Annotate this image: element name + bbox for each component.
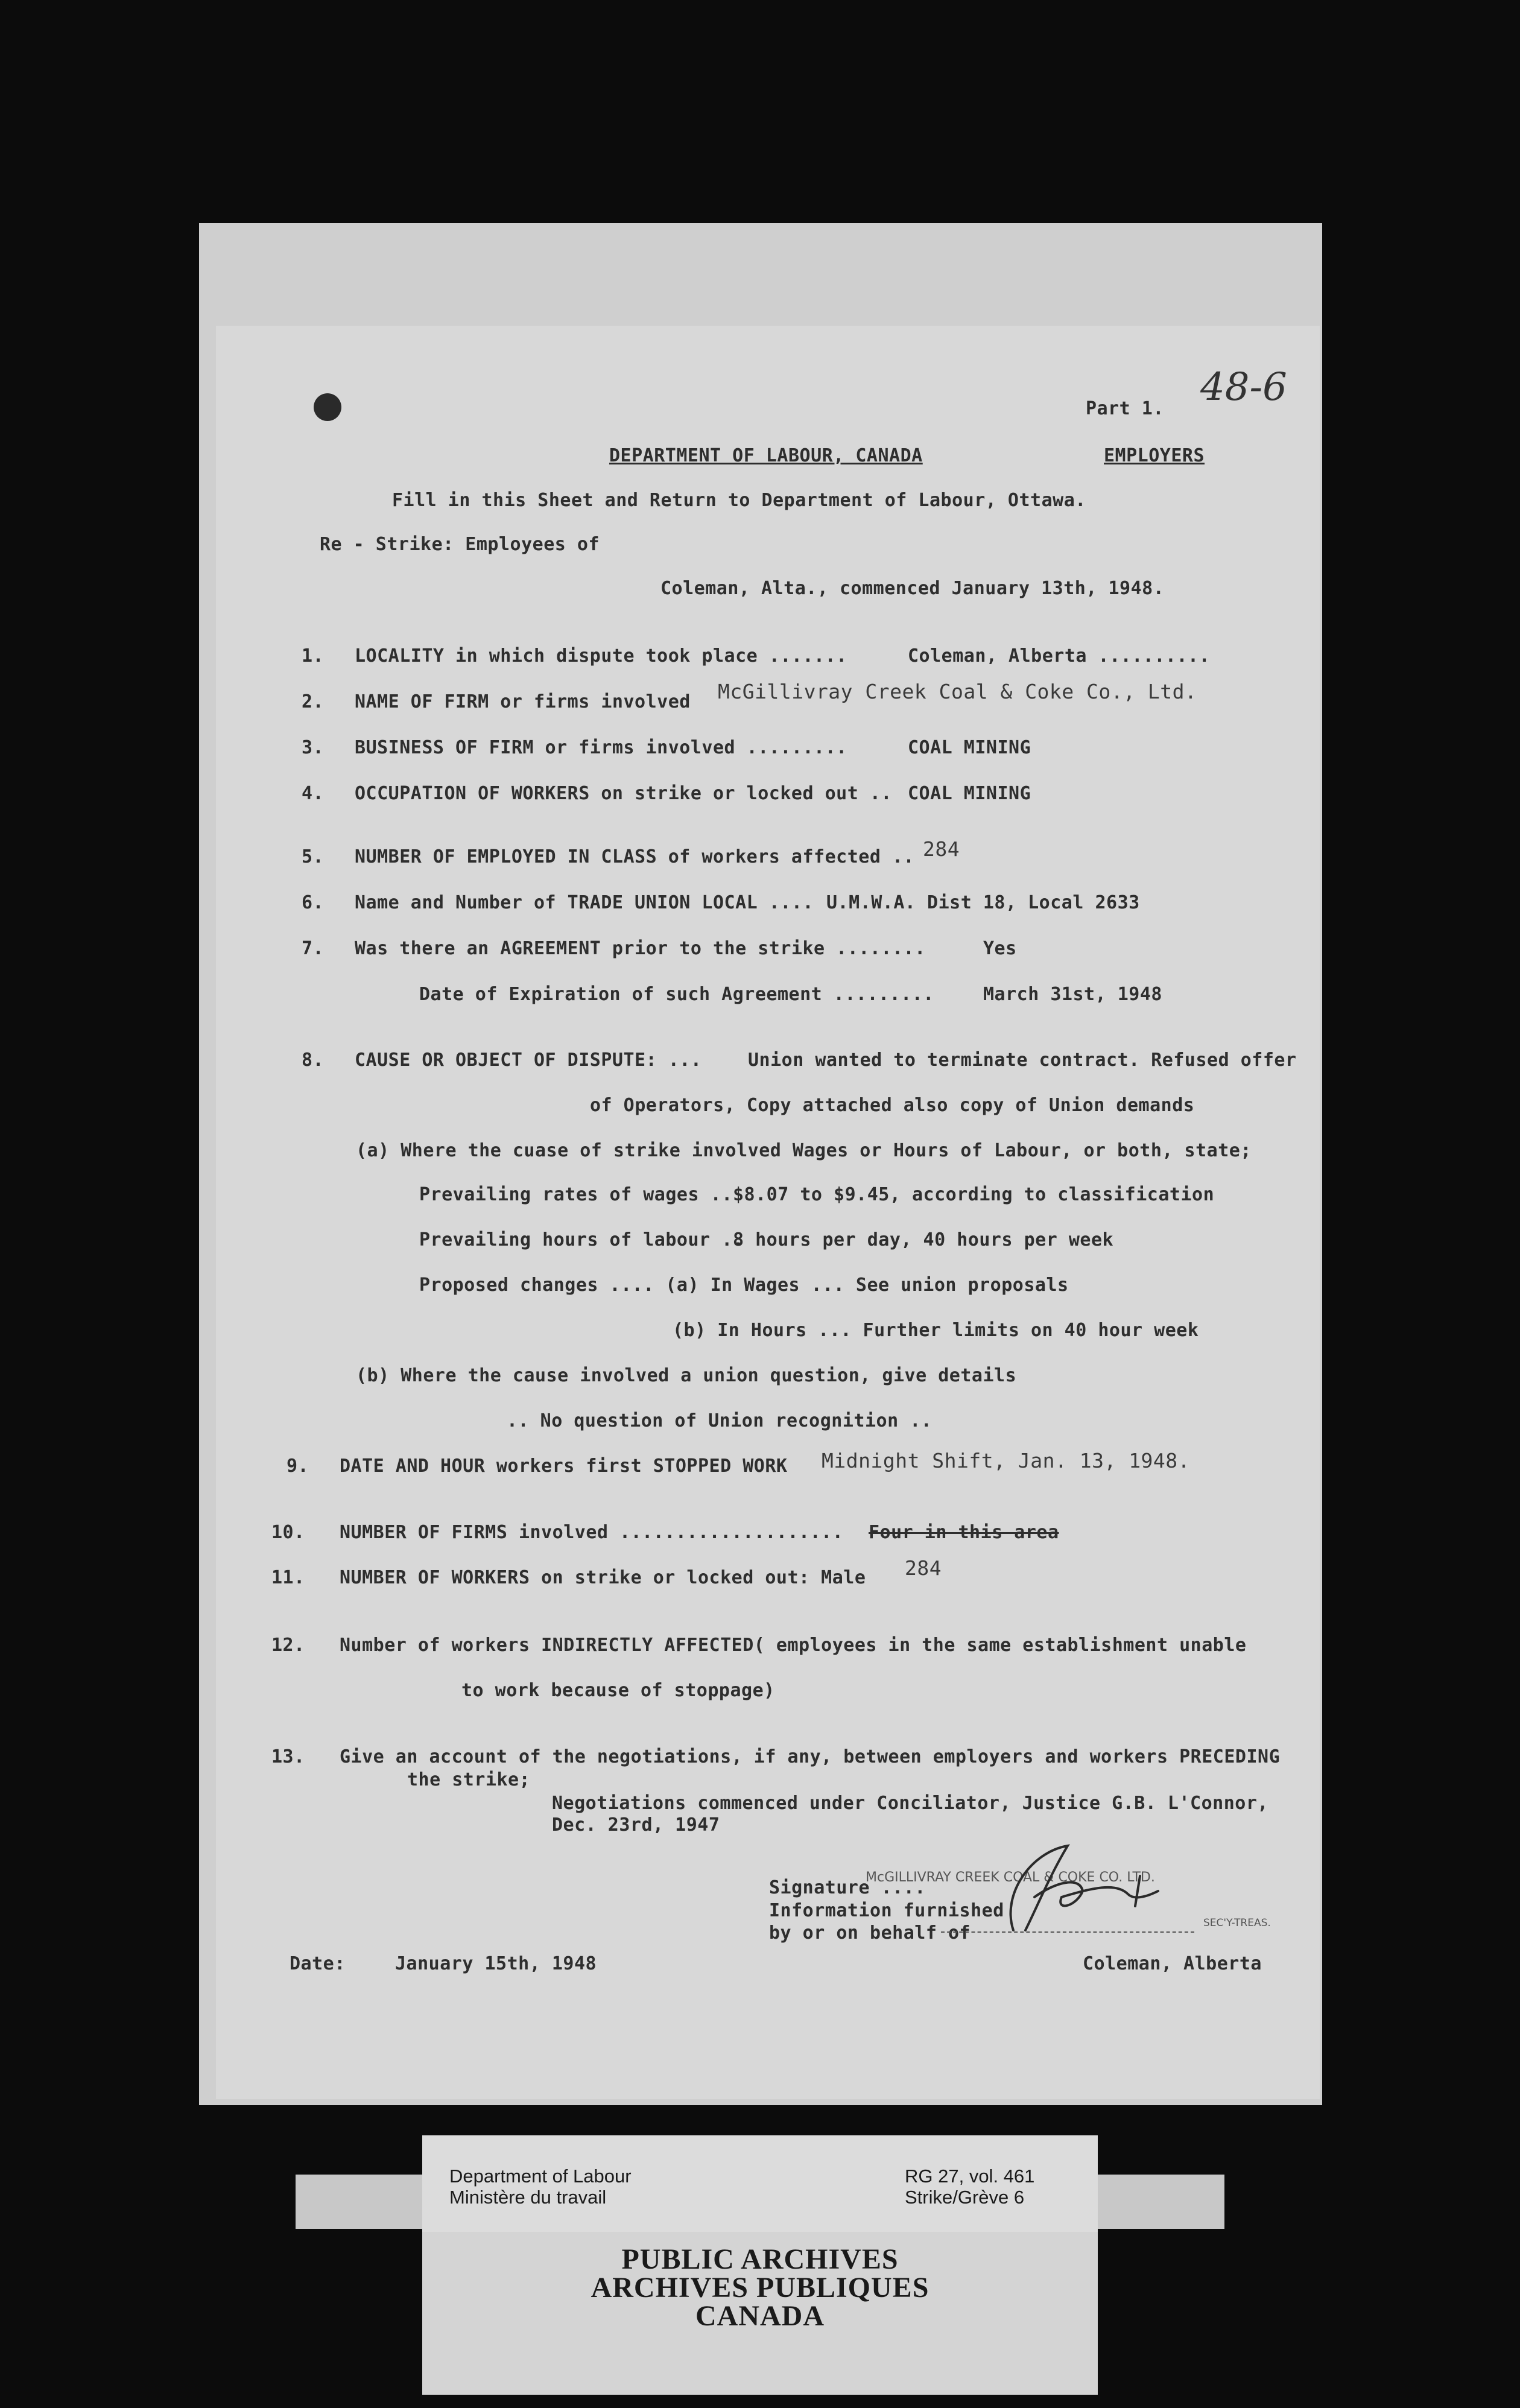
cause-label: CAUSE OR OBJECT OF DISPUTE: ... [355,1050,702,1071]
information-furnished-label: Information furnished [769,1900,1004,1921]
wages-label: Prevailing rates of wages .. [419,1184,733,1205]
item-number: 11. [271,1567,305,1588]
item-value: Coleman, Alberta .......... [908,645,1211,667]
item-label: NUMBER OF EMPLOYED IN CLASS of workers affected .. [355,846,915,867]
item-number: 8. [302,1050,325,1071]
wages-value: $8.07 to $9.45, according to classification [733,1184,1215,1205]
indirectly-affected-label-continued: to work because of stoppage) [461,1680,775,1701]
date-value: January 15th, 1948 [395,1953,597,1974]
date-label: Date: [290,1953,346,1974]
item-number: 13. [271,1746,305,1767]
workers-on-strike-label: NUMBER OF WORKERS on strike or locked out: Male [340,1567,866,1588]
workers-on-strike-value: 284 [905,1556,942,1580]
re-strike-line: Re - Strike: Employees of [320,534,600,555]
employers-heading: EMPLOYERS [1104,445,1205,466]
item-label: NAME OF FIRM or firms involved [355,691,691,712]
negotiations-label-continued: the strike; [407,1769,531,1790]
punch-hole [314,393,341,421]
instruction-line: Fill in this Sheet and Return to Department of Labour, Ottawa. [392,490,1086,511]
negotiations-value-continued: Dec. 23rd, 1947 [552,1814,720,1836]
signature-label: Signature .... [769,1877,926,1898]
strike-file-number: Strike/Grève 6 [905,2187,1025,2208]
item-label: OCCUPATION OF WORKERS on strike or locked out .. [355,783,892,804]
part-number: Part 1. [1086,398,1164,419]
item-number: 5. [302,846,325,867]
item-value: Yes [983,938,1017,959]
place-value: Coleman, Alberta [1083,1953,1262,1974]
item-number: 10. [271,1522,305,1543]
negotiations-label: Give an account of the negotiations, if any, between employers and workers PRECEDING [340,1746,1281,1767]
cause-value: Union wanted to terminate contract. Refused offer [748,1050,1297,1071]
department-french: Ministère du travail [449,2187,607,2208]
hours-label: Prevailing hours of labour .. [419,1229,744,1250]
handwritten-signature [977,1840,1182,1936]
proposed-changes-wages: Proposed changes .... (a) In Wages ... See union proposals [419,1275,1069,1296]
agreement-expiry-value: March 31st, 1948 [983,984,1162,1005]
negotiations-value: Negotiations commenced under Conciliator, Justice G.B. L'Connor, [552,1793,1268,1814]
on-behalf-label: by or on behalf of [769,1922,971,1944]
department-english: Department of Labour [449,2166,632,2187]
firms-involved-label: NUMBER OF FIRMS involved .................... [340,1522,844,1543]
stopped-work-label: DATE AND HOUR workers first STOPPED WORK [340,1456,788,1477]
re-strike-location: Coleman, Alta., commenced January 13th, 1948. [660,578,1165,599]
item-number: 1. [302,645,325,667]
union-question-value: .. No question of Union recognition .. [507,1410,933,1431]
label-right-tab [1092,2175,1224,2229]
item-label: Was there an AGREEMENT prior to the strike ........ [355,938,926,959]
item-number: 12. [271,1635,305,1656]
archives-publiques-heading: ARCHIVES PUBLIQUES [591,2272,929,2304]
department-heading: DEPARTMENT OF LABOUR, CANADA [609,445,923,466]
public-archives-heading: PUBLIC ARCHIVES [621,2243,899,2275]
firms-involved-value: Four in this area [869,1522,1059,1543]
union-question: (b) Where the cause involved a union question, give details [356,1365,1017,1386]
item-number: 4. [302,783,325,804]
indirectly-affected-label: Number of workers INDIRECTLY AFFECTED( employees in the same establishment unable [340,1635,1247,1656]
item-number: 9. [287,1456,309,1477]
proposed-changes-hours: (b) In Hours ... Further limits on 40 hour week [673,1320,1199,1341]
agreement-expiry-label: Date of Expiration of such Agreement ......... [419,984,934,1005]
item-value: U.M.W.A. Dist 18, Local 2633 [826,892,1140,913]
item-value: McGillivray Creek Coal & Coke Co., Ltd. [718,680,1197,703]
item-number: 2. [302,691,325,712]
label-left-tab [296,2175,428,2229]
item-value: COAL MINING [908,783,1031,804]
item-value: 284 [923,837,960,861]
secretary-treasurer-stamp: SEC'Y-TREAS. [1203,1917,1271,1929]
canada-heading: CANADA [695,2300,825,2332]
item-label: LOCALITY in which dispute took place ....... [355,645,847,667]
item-label: BUSINESS OF FIRM or firms involved ......... [355,737,847,758]
item-value: COAL MINING [908,737,1031,758]
record-group-reference: RG 27, vol. 461 [905,2166,1035,2187]
item-number: 7. [302,938,325,959]
company-stamp: McGILLIVRAY CREEK COAL & COKE CO. LTD. [866,1870,1155,1885]
item-number: 6. [302,892,325,913]
item-label: Name and Number of TRADE UNION LOCAL .... [355,892,814,913]
hours-value: 8 hours per day, 40 hours per week [733,1229,1114,1250]
item-number: 3. [302,737,325,758]
wages-hours-question: (a) Where the cuase of strike involved Wages or Hours of Labour, or both, state; [356,1140,1252,1161]
handwritten-file-number: 48-6 [1200,365,1287,410]
cause-value-continued: of Operators, Copy attached also copy of Union demands [590,1095,1195,1116]
stopped-work-value: Midnight Shift, Jan. 13, 1948. [822,1449,1191,1472]
